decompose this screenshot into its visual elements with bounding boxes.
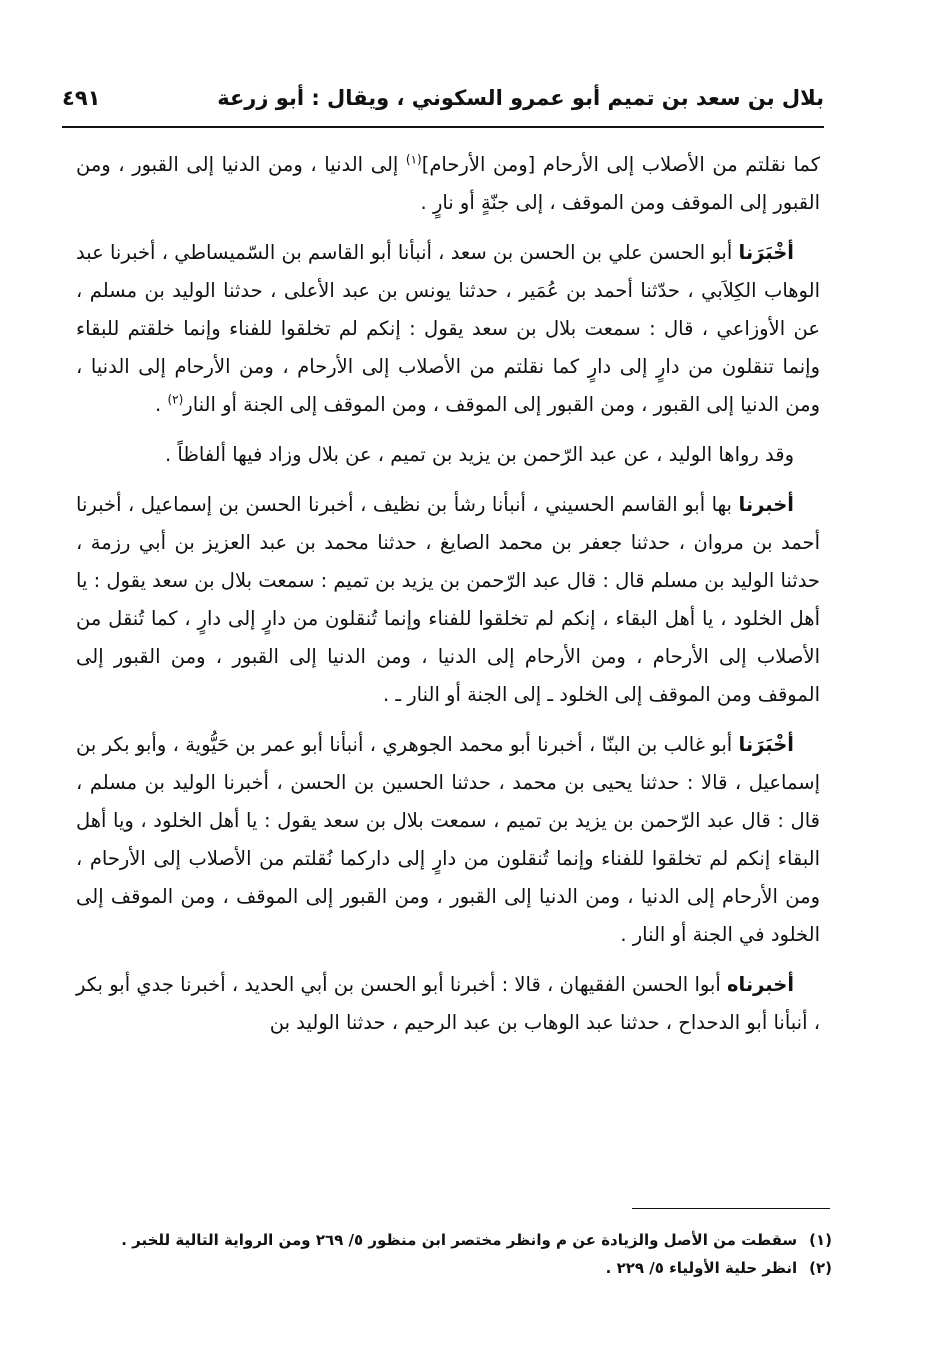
paragraph-1: كما نقلتم من الأصلاب إلى الأرحام [ومن الأرحام]$^{(١)}$ إلى الدنيا ، ومن الدنيا إلى القبور ، ومن القبور إلى الموقف ومن الموقف ، إلى جنّةٍ أو نارٍ .	[76, 152, 820, 214]
footnote-2	[76, 1254, 832, 1282]
isnad-lead-word: أخبرناه	[727, 973, 794, 996]
isnad-lead-word: أخْبَرَنا	[738, 733, 794, 756]
footnote-text: انظر حلية الأولياء ٥/ ٢٢٩ .	[605, 1259, 798, 1277]
paragraph-2: أخْبَرَنا أبو الحسن علي بن الحسن بن سعد ، أنبأنا أبو القاسم بن السّميساطي ، أخبرنا عبد الوهاب الكِلاَبي ، حدّثنا أحمد بن عُمَير ، حدثنا يونس بن عبد الأعلى ، حدثنا الوليد بن مسلم ، عن الأوزاعي ، قال : سمعت بلال بن سعد يقول : إنكم لم تخلقوا للفناء وإنما خلقتم للبقاء وإنما تنقلون من دارٍ إلى دارٍ كما نقلتم من الأصلاب إلى الأرحام ، ومن الأرحام إلى الدنيا ، ومن الدنيا إلى القبور ، ومن القبور إلى الموقف ، ومن الموقف إلى الجنة أو النار$^{(٢)}$ .	[76, 241, 820, 416]
footnote-number: (١)	[809, 1231, 832, 1249]
paragraph-3: وقد رواها الوليد ، عن عبد الرّحمن بن يزيد بن تميم ، عن بلال وزاد فيها ألفاظاً .	[165, 443, 794, 466]
main-text	[76, 146, 820, 1054]
running-header	[62, 86, 824, 126]
paragraph-5: أخْبَرَنا أبو غالب بن البنّا ، أخبرنا أبو محمد الجوهري ، أنبأنا أبو عمر بن حَيُّوية ، وأبو بكر بن إسماعيل ، قالا : حدثنا يحيى بن محمد ، حدثنا الحسين بن الحسن ، أخبرنا الوليد بن مسلم ، قال : قال عبد الرّحمن بن يزيد بن تميم ، سمعت بلال بن سعد يقول : يا أهل الخلود ، ويا أهل البقاء إنكم لم تخلقوا للفناء وإنما تُنقلون من دارٍ إلى داركما نُقلتم من الأصلاب إلى الأرحام ، ومن الأرحام إلى الدنيا ، ومن الدنيا إلى القبور ، ومن القبور إلى الموقف ، ومن الموقف إلى الخلود في الجنة أو النار .	[76, 733, 820, 946]
footnote-ref-1: (١)	[405, 152, 422, 167]
footnote-divider	[632, 1208, 830, 1209]
paragraph-4: أخبرنا بها أبو القاسم الحسيني ، أنبأنا رشأ بن نظيف ، أخبرنا الحسن بن إسماعيل ، أخبرنا أحمد بن مروان ، حدثنا جعفر بن محمد الصايغ ، حدثنا محمد بن عبد العزيز بن أبي رزمة ، حدثنا الوليد بن مسلم قال : قال عبد الرّحمن بن يزيد بن تميم : سمعت بلال بن سعد يقول : يا أهل الخلود ، يا أهل البقاء ، إنكم لم تخلقوا للفناء وإنما تُنقلون من دارٍ إلى دارٍ ، كما تُنقل من الأصلاب إلى الأرحام ، ومن الأرحام إلى الدنيا ، ومن الدنيا إلى القبور ، ومن القبور إلى الموقف ومن الموقف إلى الخلود ـ إلى الجنة أو النار ـ .	[76, 493, 820, 706]
paragraph-6: أخبرناه أبوا الحسن الفقيهان ، قالا : أخبرنا أبو الحسن بن أبي الحديد ، أخبرنا جدي أبو بكر ، أنبأنا أبو الدحداح ، حدثنا عبد الوهاب بن عبد الرحيم ، حدثنا الوليد بن	[76, 973, 820, 1034]
footnote-number: (٢)	[809, 1259, 832, 1277]
footnotes	[76, 1226, 832, 1282]
running-title: بلال بن سعد بن تميم أبو عمرو السكوني ، ويقال : أبو زرعة	[217, 86, 824, 110]
page-number: ٤٩١	[62, 86, 101, 110]
isnad-lead-word: أخْبَرَنا	[738, 241, 794, 264]
isnad-lead-word: أخبرنا	[738, 493, 794, 516]
footnote-text: سقطت من الأصل والزيادة عن م وانظر مختصر ابن منظور ٥/ ٢٦٩ ومن الرواية التالية للخبر .	[121, 1231, 798, 1249]
footnote-1	[76, 1226, 832, 1254]
header-divider	[62, 126, 824, 128]
footnote-ref-2: (٢)	[167, 392, 184, 407]
